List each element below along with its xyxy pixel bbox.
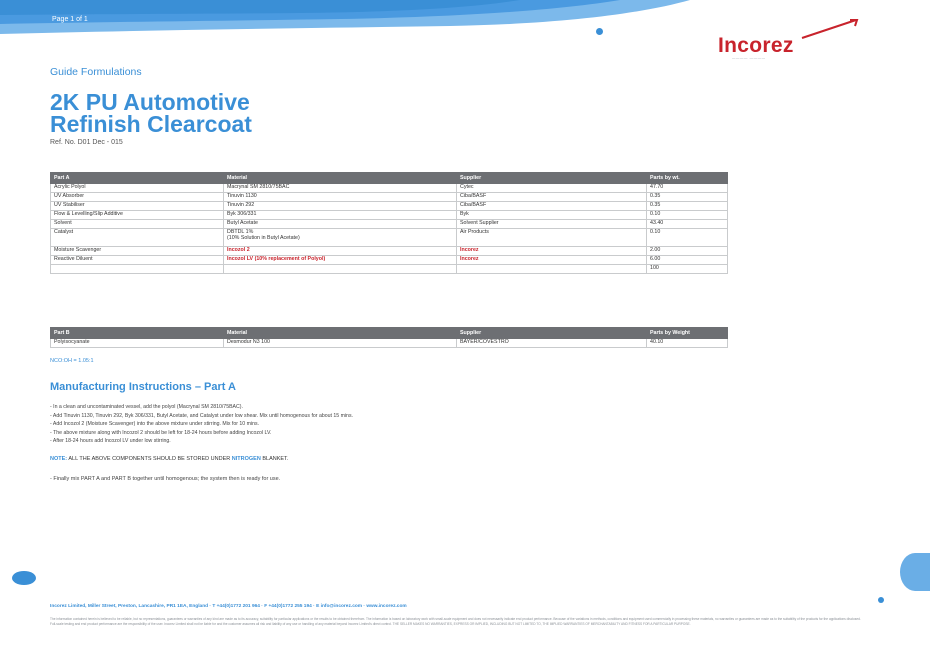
table-row bbox=[51, 265, 728, 274]
footer-disclaimer: The information contained herein is believed to be reliable, but no representations, guarantees or warranties of any kind are made as to its accuracy, suitability for particular applications or the results to be obtained therefrom. The information is based on laboratory work with small-scale equipment and does not necessarily indicate end product performance. Because of the variations in methods, conditions and equipment used commercially in processing these materials, no warranties or guarantees are made as to the suitability of the products for the applications disclosed. Full-scale testing and end product performance are the responsibility of the user. Incorez Limited shall not be liable for and the customer assumes all risk and liability of any use or handling of any material beyond Incorez Limited's direct control. THE SELLER MAKES NO WARRANTIES, EXPRESS OR IMPLIED, INCLUDING BUT NOT LIMITED TO, THE IMPLIED WARRANTIES OF MERCHANTABILITY AND FITNESS FOR A PARTICULAR PURPOSE. bbox=[50, 617, 861, 627]
decorative-dot bbox=[596, 28, 603, 35]
note-label: NOTE: bbox=[50, 456, 68, 462]
table-cell: Ciba/BASF bbox=[457, 193, 647, 202]
column-header: Part A bbox=[51, 173, 224, 184]
instruction-item: - After 18-24 hours add Incozol LV under low stirring. bbox=[50, 438, 171, 444]
ratio-note: NCO:OH = 1.05:1 bbox=[50, 358, 94, 364]
part-a-table bbox=[50, 172, 728, 274]
column-header: Supplier bbox=[457, 328, 647, 339]
instruction-item: - The above mixture along with Incozol 2 should be left for 18-24 hours before adding Incozol LV. bbox=[50, 429, 272, 436]
table-cell: Tinuvin 292 bbox=[224, 202, 457, 211]
table-row bbox=[51, 256, 728, 265]
instruction-item: - Add Incozol 2 (Moisture Scavenger) into the above mixture under stirring. Mix for 10 mins. bbox=[50, 421, 260, 427]
table-cell: Tinuvin 1130 bbox=[224, 193, 457, 202]
table-cell: 47.70 bbox=[647, 184, 728, 193]
instructions-heading: Manufacturing Instructions – Part A bbox=[50, 381, 237, 393]
table-cell: Butyl Acetate bbox=[224, 220, 457, 229]
table-row bbox=[51, 247, 728, 256]
table-row bbox=[51, 193, 728, 202]
table-cell: Moisture Scavenger bbox=[51, 247, 224, 256]
table-cell: Incorez bbox=[457, 247, 647, 256]
note-suffix: BLANKET. bbox=[262, 456, 289, 462]
table-cell: Ciba/BASF bbox=[457, 202, 647, 211]
footer-address: Incorez Limited, Miller Street, Preston, Lancashire, PR1 1EA, England · T +44(0)1772 201 964 · F +44(0)1772 255 194 · E info@incorez.com · www.incorez.com bbox=[50, 604, 407, 609]
table-cell: Cytec bbox=[457, 184, 647, 193]
table-cell: Macrynal SM 2810/75BAC bbox=[224, 184, 457, 193]
note-highlight: NITROGEN bbox=[231, 456, 261, 462]
table-cell: UV Stabiliser bbox=[51, 202, 224, 211]
table-cell bbox=[51, 265, 224, 274]
decorative-dot bbox=[878, 597, 884, 603]
table-row bbox=[51, 220, 728, 229]
final-step: - Finally mix PART A and PART B together until homogenous; the system then is ready for use. bbox=[50, 476, 281, 482]
table-cell: 2.00 bbox=[647, 247, 728, 256]
document-kicker: Guide Formulations bbox=[50, 66, 142, 78]
instruction-item: - Add Tinuvin 1130, Tinuvin 292, Byk 306/331, Butyl Acetate, and Catalyst under low shear. Mix until homogenous for about 15 mins. bbox=[50, 412, 353, 419]
nitrogen-note bbox=[50, 456, 288, 462]
document-title bbox=[50, 91, 252, 135]
table-cell: 0.10 bbox=[647, 229, 728, 247]
table-cell bbox=[457, 265, 647, 274]
logo-swoosh-icon bbox=[800, 18, 860, 40]
decorative-dot bbox=[900, 553, 930, 591]
table-cell: 100 bbox=[647, 265, 728, 274]
instruction-item: - In a clean and uncontaminated vessel, add the polyol (Macrynal SM 2810/75BAC). bbox=[50, 404, 243, 410]
table-cell: 40.10 bbox=[647, 339, 728, 348]
instructions-list bbox=[50, 403, 353, 446]
table-cell: Reactive Diluent bbox=[51, 256, 224, 265]
table-cell: BAYER/COVESTRO bbox=[457, 339, 647, 348]
column-header: Parts by Weight bbox=[647, 328, 728, 339]
column-header: Parts by wt. bbox=[647, 173, 728, 184]
table-cell: Incozol 2 bbox=[224, 247, 457, 256]
table-cell: UV Absorber bbox=[51, 193, 224, 202]
table-cell: Desmodur N3 100 bbox=[224, 339, 457, 348]
table-row bbox=[51, 184, 728, 193]
table-cell: Byk 306/331 bbox=[224, 211, 457, 220]
title-line-1: 2K PU Automotive bbox=[50, 89, 250, 115]
logo-text: Incorez bbox=[718, 34, 794, 57]
table-row bbox=[51, 202, 728, 211]
column-header: Material bbox=[224, 173, 457, 184]
table-row bbox=[51, 229, 728, 247]
table-header-row bbox=[51, 173, 728, 184]
table-cell: DBTDL 1% (10% Solution in Butyl Acetate) bbox=[224, 229, 457, 247]
column-header: Material bbox=[224, 328, 457, 339]
page-number: Page 1 of 1 bbox=[52, 16, 88, 23]
table-cell: 43.40 bbox=[647, 220, 728, 229]
table-cell: Acrylic Polyol bbox=[51, 184, 224, 193]
table-cell: Flow & Levelling/Slip Additive bbox=[51, 211, 224, 220]
table-cell: Incozol LV (10% replacement of Polyol) bbox=[224, 256, 457, 265]
logo-tagline: ———— ———— bbox=[732, 56, 766, 60]
table-header-row bbox=[51, 328, 728, 339]
column-header: Supplier bbox=[457, 173, 647, 184]
table-cell: 6.00 bbox=[647, 256, 728, 265]
table-row bbox=[51, 339, 728, 348]
table-cell: Polyisocyanate bbox=[51, 339, 224, 348]
note-text: ALL THE ABOVE COMPONENTS SHOULD BE STORED UNDER bbox=[68, 456, 231, 462]
table-cell: Solvent Supplier bbox=[457, 220, 647, 229]
column-header: Part B bbox=[51, 328, 224, 339]
table-cell: Solvent bbox=[51, 220, 224, 229]
table-cell: Incorez bbox=[457, 256, 647, 265]
reference-number: Ref. No. D01 Dec - 015 bbox=[50, 139, 123, 146]
part-b-table bbox=[50, 327, 728, 348]
table-cell: Catalyst bbox=[51, 229, 224, 247]
table-cell: 0.35 bbox=[647, 202, 728, 211]
table-cell: Byk bbox=[457, 211, 647, 220]
decorative-dot bbox=[12, 571, 36, 585]
title-line-2: Refinish Clearcoat bbox=[50, 111, 252, 137]
table-cell: 0.10 bbox=[647, 211, 728, 220]
table-cell bbox=[224, 265, 457, 274]
table-cell: 0.35 bbox=[647, 193, 728, 202]
table-row bbox=[51, 211, 728, 220]
table-cell: Air Products bbox=[457, 229, 647, 247]
